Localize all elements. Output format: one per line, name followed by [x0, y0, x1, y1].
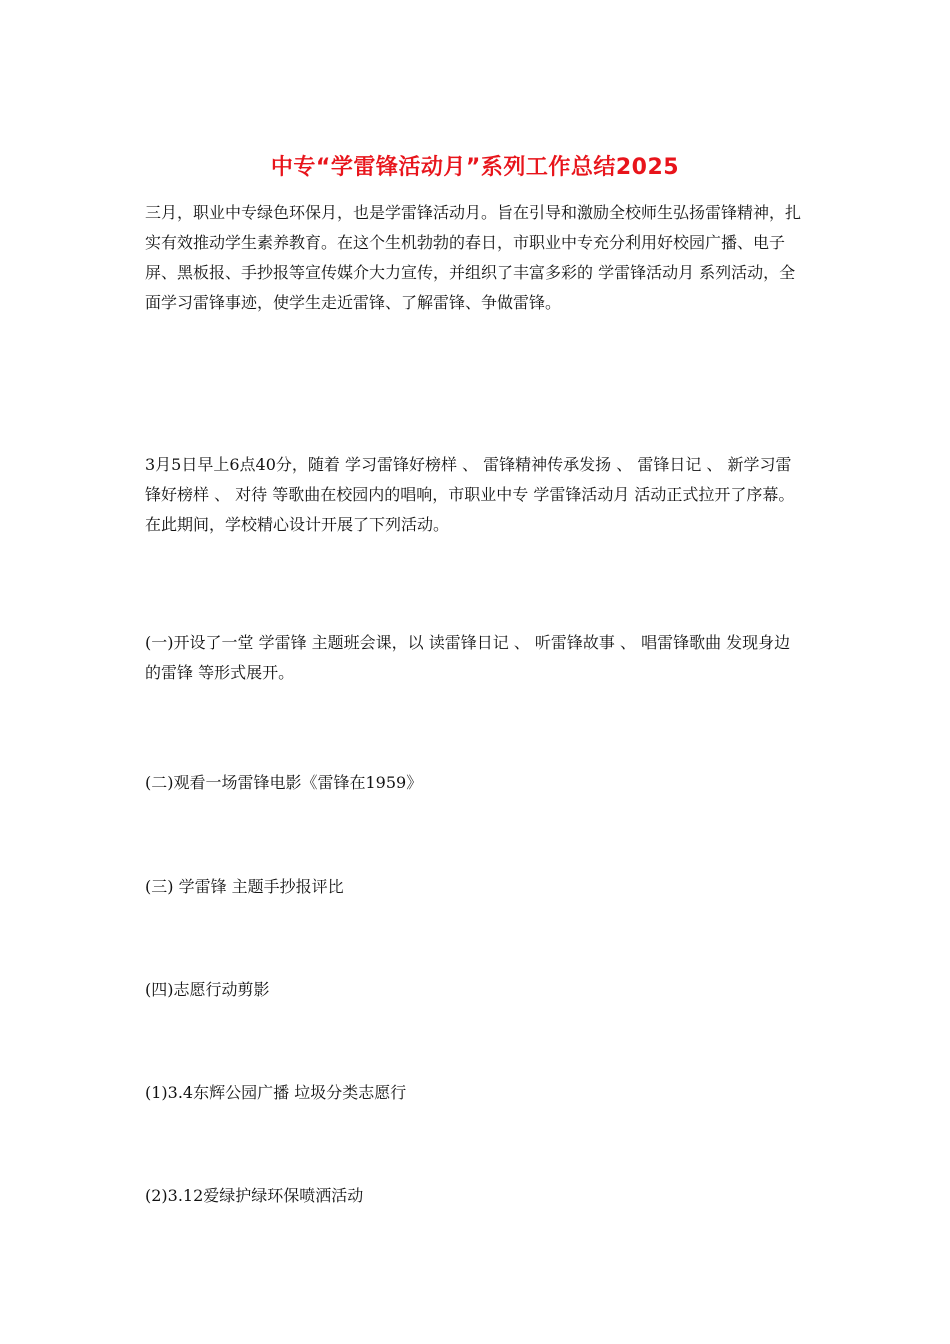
- document-title: 中专“学雷锋活动月”系列工作总结2025: [270, 155, 680, 180]
- activity-item: (三) 学雷锋 主题手抄报评比: [145, 877, 344, 896]
- activity-item: (四)志愿行动剪影: [145, 980, 270, 999]
- activity-one-paragraph: (一)开设了一堂 学雷锋 主题班会课，以 读雷锋日记 、 听雷锋故事 、 唱雷锋歌曲 发现身边的雷锋 等形式展开。: [145, 633, 791, 682]
- activity-item: (2)3.12爱绿护绿环保喷洒活动: [145, 1186, 364, 1205]
- opening-paragraph: 3月5日早上6点40分，随着 学习雷锋好榜样 、 雷锋精神传承发扬 、 雷锋日记 、 新学习雷锋好榜样 、 对待 等歌曲在校园内的唱响，市职业中专 学雷锋活动月 活动正式拉开了序幕。在此期间，学校精心设计开展了下列活动。: [145, 455, 795, 534]
- activity-item: (1)3.4东辉公园广播 垃圾分类志愿行: [145, 1083, 407, 1102]
- intro-paragraph: 三月，职业中专绿色环保月，也是学雷锋活动月。旨在引导和激励全校师生弘扬雷锋精神，扎实有效推动学生素养教育。在这个生机勃勃的春日，市职业中专充分利用好校园广播、电子屏、黑板报、手抄报等宣传媒介大力宣传，并组织了丰富多彩的 学雷锋活动月 系列活动，全面学习雷锋事迹，使学生走近雷锋、了解雷锋、争做雷锋。: [145, 203, 802, 312]
- activity-item: (二)观看一场雷锋电影《雷锋在1959》: [145, 773, 423, 792]
